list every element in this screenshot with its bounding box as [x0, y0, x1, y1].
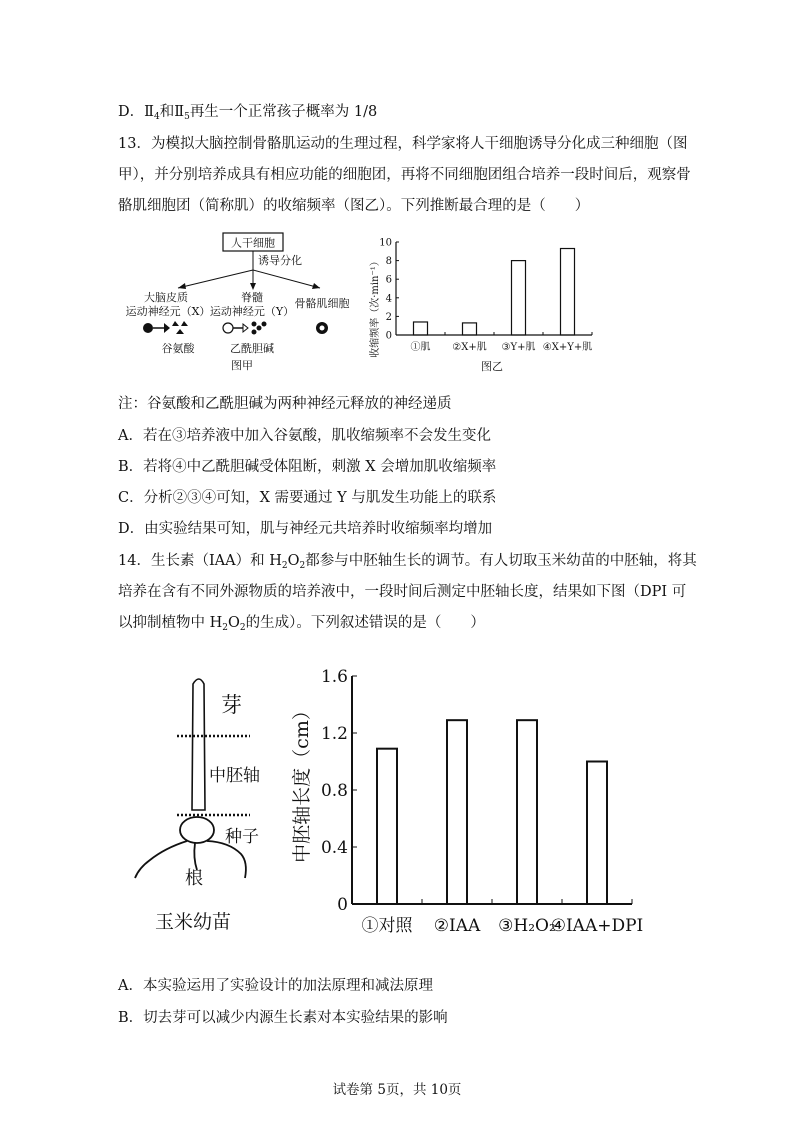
q14-stem-part: O	[228, 615, 240, 631]
acetylcholine-icon	[257, 326, 262, 331]
y-tick-label: 10	[379, 237, 392, 249]
category-label: ①肌	[410, 342, 431, 353]
subscript: 2	[239, 623, 246, 633]
y-tick-label: 0	[337, 894, 348, 915]
q12-option-d	[118, 102, 377, 127]
seedling-shoot-icon	[192, 679, 205, 810]
y-tick-label: 0.4	[320, 837, 348, 858]
y-tick-label: 4	[385, 293, 392, 305]
y-tick-label: 0.8	[320, 780, 348, 801]
cell-x-line2: 运动神经元（X）	[125, 305, 211, 318]
q14-stem-line: 培养在含有不同外源物质的培养液中，一段时间后测定中胚轴长度，结果如下图（DPI 可	[118, 584, 687, 600]
q14-stem-line	[118, 551, 697, 576]
q14-stem-part: 14．生长素（IAA）和 H	[118, 553, 282, 569]
q13-option-a: A．若在③培养液中加入谷氨酸，肌收缩频率不会发生变化	[118, 428, 491, 444]
y-tick-label: 1.6	[320, 666, 348, 687]
cell-y-line2: 运动神经元（Y）	[209, 305, 295, 318]
bar	[517, 720, 537, 904]
q13-option-b: B．若将④中乙酰胆碱受体阻断，刺激 X 会增加肌收缩频率	[118, 459, 497, 475]
arrowhead-icon	[178, 283, 186, 289]
bar	[587, 762, 607, 905]
y-tick-label: 2	[385, 311, 392, 323]
acetylcholine-icon	[252, 322, 257, 327]
q14-stem-part: 的生成）。下列叙述错误的是（ ）	[245, 615, 485, 631]
subscript: 5	[184, 112, 190, 122]
chart-title: 图乙	[481, 360, 503, 373]
y-tick-label: 0	[385, 330, 392, 342]
figure-b-bar-chart	[364, 228, 600, 378]
q13-option-d: D．由实验结果可知，肌与神经元共培养时收缩频率均增加	[118, 521, 493, 537]
category-label: ④IAA+DPI	[550, 916, 644, 936]
q13-stem-line: 13．为模拟大脑控制骨骼肌运动的生理过程，科学家将人干细胞诱导分化成三种细胞（图	[118, 136, 688, 152]
glutamate-icon	[181, 321, 188, 326]
y-axis-label: 中胚轴长度（cm）	[291, 701, 313, 863]
y-tick-label: 6	[385, 274, 392, 286]
q14-option-b: B．切去芽可以减少内源生长素对本实验结果的影响	[118, 1010, 448, 1026]
bar	[447, 720, 467, 904]
mesocotyl-label: 中胚轴	[209, 766, 260, 786]
category-label: ④X+Y+肌	[542, 342, 593, 353]
seed-icon	[180, 817, 214, 843]
bar	[512, 261, 526, 335]
seedling-caption: 玉米幼苗	[155, 911, 232, 933]
arrowhead-icon	[312, 283, 320, 289]
q14-stem-line	[118, 613, 485, 638]
acetylcholine-label: 乙酰胆碱	[230, 342, 274, 355]
cell-y-line1: 脊髓	[241, 291, 263, 304]
y-tick-label: 8	[385, 256, 392, 268]
subscript: 2	[299, 561, 306, 571]
root-label: 根	[185, 868, 203, 889]
q12-option-d-prefix: D．Ⅱ	[118, 104, 154, 120]
subscript: 2	[281, 561, 288, 571]
subscript: 4	[153, 112, 160, 122]
category-label: ②IAA	[433, 916, 481, 936]
q12-option-d-suffix: 再生一个正常孩子概率为 1/8	[189, 104, 378, 120]
root-icon	[135, 841, 187, 878]
glutamate-icon	[176, 329, 184, 334]
terminal-icon	[243, 324, 248, 332]
muscle-cell-nucleus-icon	[320, 326, 325, 331]
bar	[377, 749, 397, 904]
subscript: 2	[222, 623, 228, 633]
cell-x-line1: 大脑皮质	[144, 291, 188, 304]
neuron-y-icon	[223, 323, 233, 333]
figure-a-caption: 图甲	[231, 359, 253, 372]
bar	[561, 249, 575, 335]
category-label: ②X+肌	[452, 342, 487, 353]
arrowhead-icon	[250, 283, 256, 290]
q12-option-d-mid: 和Ⅱ	[159, 104, 185, 120]
induce-label: 诱导分化	[258, 254, 302, 267]
acetylcholine-icon	[252, 330, 257, 335]
q14-stem-part: 都参与中胚轴生长的调节。有人切取玉米幼苗的中胚轴，将其	[305, 553, 697, 569]
arrow-left	[178, 270, 253, 288]
stem-cell-label: 人干细胞	[231, 236, 275, 250]
terminal-icon	[164, 323, 170, 333]
bud-label: 芽	[221, 693, 242, 717]
q13-note: 注：谷氨酸和乙酰胆碱为两种神经元释放的神经递质	[118, 396, 452, 412]
y-tick-label: 1.2	[320, 723, 348, 744]
y-axis-label: 收缩频率（次·min⁻¹）	[370, 256, 381, 358]
q14-option-a: A．本实验运用了实验设计的加法原理和减法原理	[118, 978, 433, 994]
q14-stem-part: 以抑制植物中 H	[118, 615, 223, 631]
acetylcholine-icon	[262, 322, 267, 327]
figure-a-differentiation	[125, 228, 365, 376]
q13-stem-line: 骼肌细胞团（简称肌）的收缩频率（图乙）。下列推断最合理的是（ ）	[118, 198, 590, 214]
muscle-cell-label: 骨骼肌细胞	[294, 297, 350, 310]
category-label: ③Y+肌	[501, 342, 536, 353]
category-label: ③H₂O₂	[498, 916, 556, 936]
mesocotyl-length-chart	[290, 664, 670, 944]
q14-stem-part: O	[287, 553, 300, 569]
maize-seedling-figure	[125, 670, 275, 940]
glutamate-icon	[172, 321, 179, 326]
q13-stem-line: 甲），并分别培养成具有相应功能的细胞团，再将不同细胞团组合培养一段时间后，观察骨	[118, 167, 691, 183]
bar	[414, 322, 428, 335]
seed-label: 种子	[225, 827, 259, 847]
neuron-x-icon	[143, 323, 153, 333]
page-footer: 试卷第 5页，共 10页	[332, 1082, 462, 1098]
bar	[463, 323, 477, 335]
q13-option-c: C．分析②③④可知，X 需要通过 Y 与肌发生功能上的联系	[118, 490, 497, 506]
arrow-right	[253, 270, 320, 288]
category-label: ①对照	[361, 916, 413, 936]
glutamate-label: 谷氨酸	[161, 342, 195, 355]
root-icon	[194, 843, 197, 870]
